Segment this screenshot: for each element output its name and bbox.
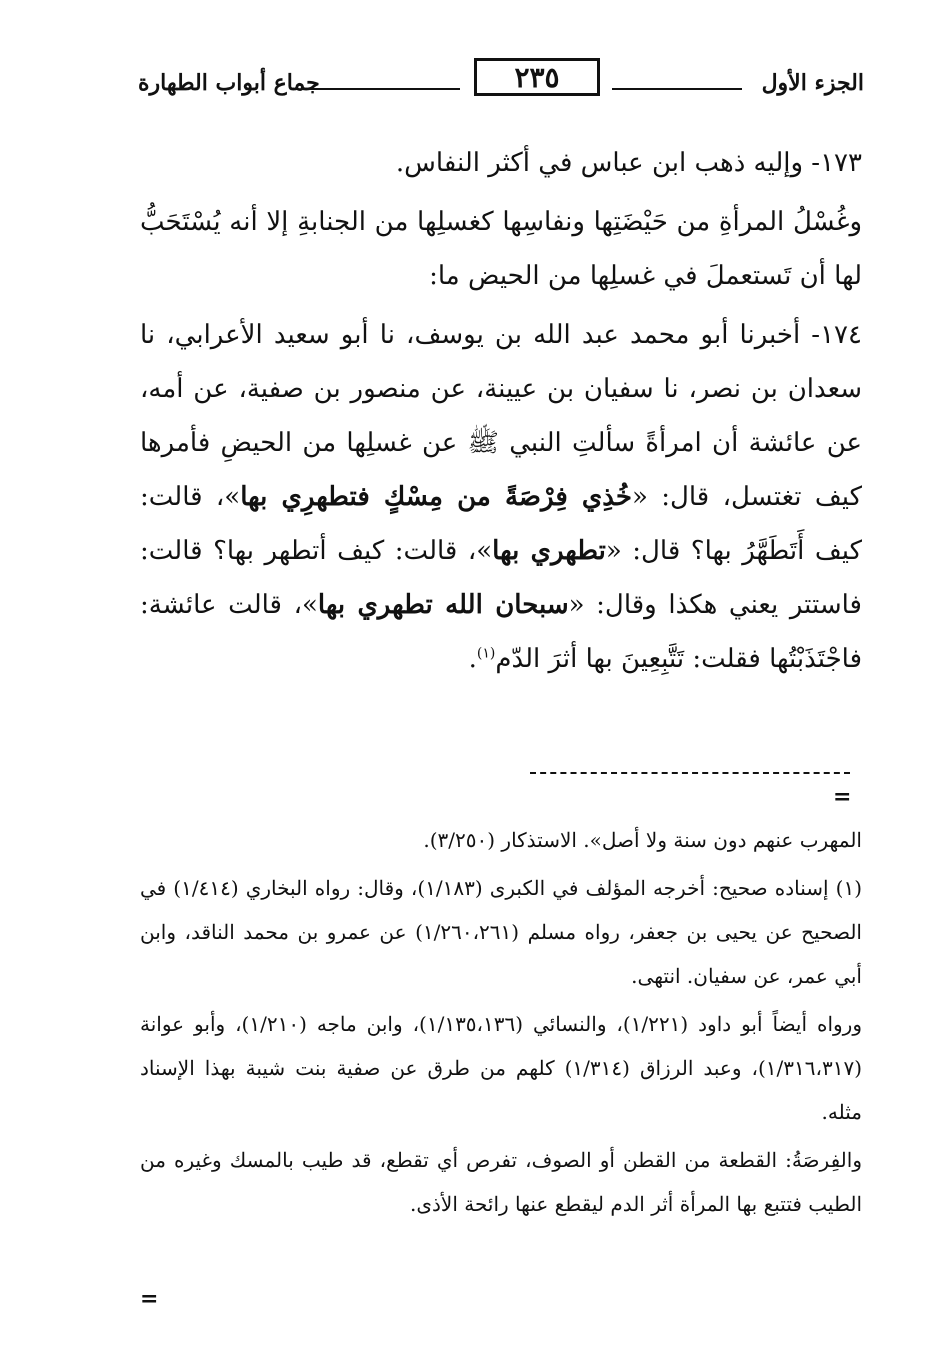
footnotes xyxy=(140,818,862,1230)
hadith-text: »، قالت: كيف أَتَطَهَّرُ بها؟ قال: « xyxy=(140,482,862,566)
footnote-1-more: ورواه أيضاً أبو داود (١/٢٢١)، والنسائي (١/١٣٥،١٣٦)، وابن ماجه (١/٢١٠)، وأبو عوانة (١/٣١٦،٣١٧)، وعبد الرزاق (١/٣١٤) كلهم من طرق عن صفية بنت شيبة بهذا الإسناد مثله. xyxy=(140,1012,862,1124)
footnote-1-definition: والفِرصَةُ: القطعة من القطن أو الصوف، تفرص أي تقطع، قد طيب بالمسك وغيره من الطيب فتتبع بها المرأة أثر الدم ليقطع عنها رائحة الأذى. xyxy=(140,1148,862,1216)
main-text xyxy=(140,136,862,691)
footnote-continued: المهرب عنهم دون سنة ولا أصل». الاستذكار (٣/٢٥٠). xyxy=(423,828,862,852)
page-number: ٢٣٥ xyxy=(474,58,600,96)
continuation-mark-bottom: = xyxy=(140,1286,159,1312)
footnote-ref: (١) xyxy=(476,645,496,662)
hadith-text: »، قالت عائشة: فاجْتَذَبْتُها فقلت: تَتَّبِعِينَ بها أثرَ الدّم xyxy=(140,590,862,674)
prophet-quote-2: تطهري بها xyxy=(492,536,606,566)
chapter-title: جماع أبواب الطهارة xyxy=(138,70,320,96)
footnote-separator xyxy=(530,772,850,774)
prophet-quote-1: خُذِي فِرْصَةً من مِسْكٍ فتطهرِي بها xyxy=(240,482,632,512)
hadith-end: . xyxy=(468,644,477,674)
paragraph-173: ١٧٣- وإليه ذهب ابن عباس في أكثر النفاس. xyxy=(395,148,862,178)
header-rule-right xyxy=(612,88,742,90)
hadith-text: »، قالت: كيف أتطهر بها؟ قالت: فاستتر يعني هكذا وقال: « xyxy=(140,536,862,620)
hadith-text: ١٧٤- أخبرنا أبو محمد عبد الله بن يوسف، نا أبو سعيد الأعرابي، نا سعدان بن نصر، نا سفيان بن عيينة، عن منصور بن صفية، عن أمه، عن عائشة أن امرأةً سألتِ النبي ﷺ عن غسلِها من الحيضِ فأمرها كيف تغتسل، قال: « xyxy=(140,320,862,512)
prophet-quote-3: سبحان الله تطهري بها xyxy=(317,590,569,620)
footnote-1: (١) إسناده صحيح: أخرجه المؤلف في الكبرى (١/١٨٣)، وقال: رواه البخاري (١/٤١٤) في الصحيح عن يحيى بن جعفر، رواه مسلم (١/٢٦٠،٢٦١) عن عمرو بن محمد الناقد، وابن أبي عمر، عن سفيان. انتهى. xyxy=(140,876,862,988)
paragraph-ghusl: وغُسْلُ المرأةِ من حَيْضَتِها ونفاسِها كغسلِها من الجنابةِ إلا أنه يُسْتَحَبُّ لها أن تَستعملَ في غسلِها من الحيض ما: xyxy=(140,207,862,291)
page-header xyxy=(138,58,864,104)
continuation-mark-top: = xyxy=(833,784,852,810)
paragraph-174 xyxy=(140,308,862,686)
volume-title: الجزء الأول xyxy=(761,70,864,96)
header-rule-left xyxy=(310,88,460,90)
